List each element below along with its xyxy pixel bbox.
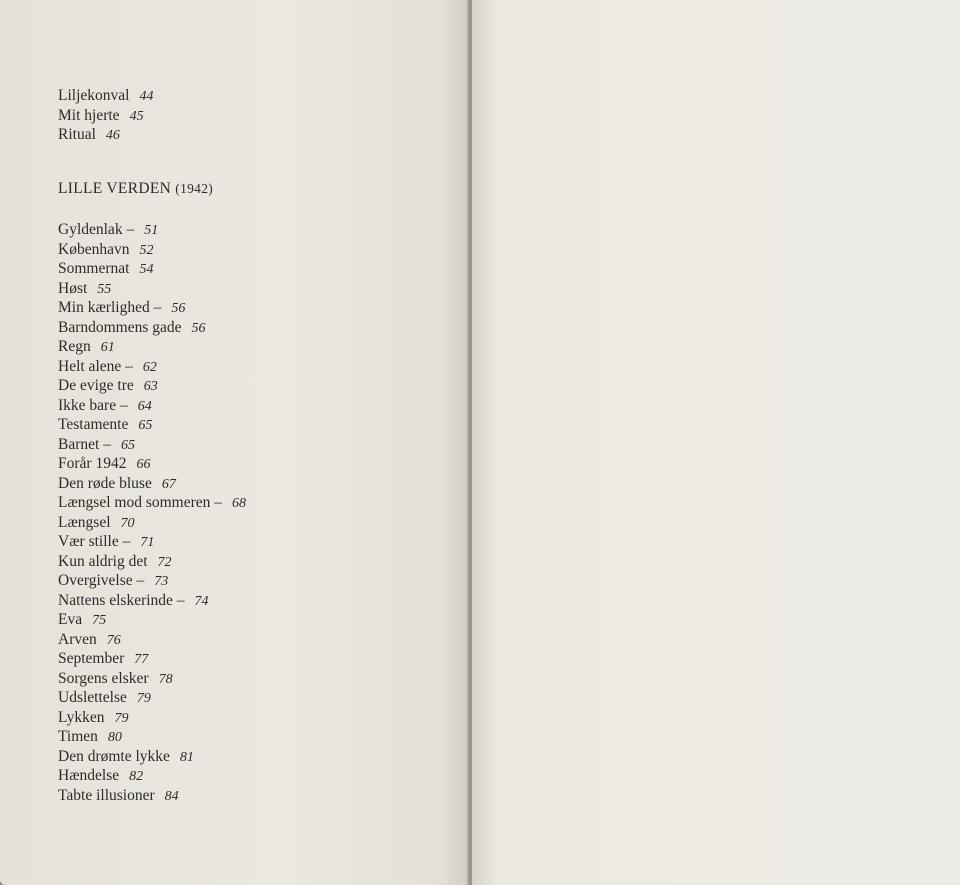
- toc-entry: [58, 630, 246, 650]
- entry-page-number: 73: [154, 574, 169, 589]
- entry-page-number: 75: [92, 613, 107, 628]
- entry-title: Den drømte lykke: [58, 747, 170, 765]
- toc-entry: [58, 747, 246, 767]
- entry-title: Gyldenlak –: [58, 221, 135, 238]
- entry-page-number: 78: [158, 671, 173, 687]
- toc-entry: [58, 649, 246, 669]
- entry-title: September: [58, 650, 125, 667]
- entry-title: Tabte illusioner: [58, 786, 155, 804]
- entry-title: Høst: [58, 279, 88, 297]
- toc-entry: [58, 220, 246, 240]
- toc-entry: [58, 708, 246, 728]
- entry-title: Barnet –: [58, 435, 111, 453]
- entry-page-number: 56: [171, 301, 186, 316]
- entry-title: Sorgens elsker: [58, 669, 149, 687]
- entry-page-number: 84: [164, 788, 179, 804]
- toc-entry: [58, 552, 246, 572]
- entry-page-number: 80: [107, 730, 122, 745]
- entry-page-number: 63: [143, 379, 158, 394]
- entry-title: Ikke bare –: [58, 396, 128, 414]
- toc-entry: [58, 86, 153, 106]
- entry-page-number: 72: [157, 554, 172, 570]
- toc-entry: [58, 513, 246, 533]
- entry-title: Barndommens gade: [58, 318, 182, 336]
- entry-page-number: 67: [161, 476, 176, 492]
- toc-entry: [58, 125, 153, 145]
- entry-title: Timen: [58, 728, 98, 745]
- entry-title: Overgivelse –: [58, 572, 145, 589]
- entry-page-number: 62: [142, 359, 157, 375]
- section-heading-lille-verden: [58, 180, 213, 198]
- toc-entry: [58, 610, 246, 630]
- toc-entry: [58, 688, 246, 708]
- toc-entry: [58, 259, 246, 279]
- entry-title: Min kærlighed –: [58, 299, 162, 316]
- toc-entry: [58, 435, 246, 455]
- entry-page-number: 65: [120, 437, 135, 453]
- entry-title: Hændelse: [58, 767, 120, 784]
- entry-title: Lykken: [58, 708, 105, 726]
- section-title: LILLE VERDEN: [58, 180, 172, 197]
- entry-page-number: 79: [136, 691, 151, 706]
- entry-title: De evige tre: [58, 377, 134, 394]
- entry-page-number: 82: [129, 769, 144, 784]
- toc-entry: [58, 298, 246, 318]
- entry-page-number: 54: [139, 262, 154, 277]
- entry-page-number: 52: [139, 242, 154, 258]
- entry-page-number: 44: [139, 89, 154, 104]
- toc-entry: [58, 279, 246, 299]
- toc-entry: [58, 727, 246, 747]
- entry-title: Arven: [58, 630, 97, 648]
- entry-page-number: 81: [179, 749, 194, 765]
- toc-entry: [58, 106, 153, 126]
- toc-entry: [58, 396, 246, 416]
- entry-title: Udslettelse: [58, 689, 127, 706]
- entry-title: Testamente: [58, 416, 129, 433]
- entry-page-number: 74: [194, 593, 209, 609]
- toc-entry: [58, 786, 246, 806]
- entry-title: Forår 1942: [58, 455, 127, 472]
- entry-title: København: [58, 240, 130, 258]
- entry-page-number: 70: [120, 515, 135, 531]
- entry-page-number: 46: [105, 128, 120, 143]
- entry-page-number: 68: [232, 496, 247, 511]
- toc-entry: [58, 532, 246, 552]
- entry-title: Længsel mod sommeren –: [58, 494, 223, 511]
- entry-title: Liljekonval: [58, 87, 130, 104]
- toc-entry: [58, 376, 246, 396]
- entry-title: Helt alene –: [58, 357, 133, 375]
- entry-page-number: 79: [114, 710, 129, 726]
- entry-page-number: 64: [137, 398, 152, 414]
- entry-page-number: 45: [129, 108, 144, 124]
- toc-entry: [58, 474, 246, 494]
- entry-title: Den røde bluse: [58, 474, 152, 492]
- left-page: [0, 0, 470, 885]
- toc-entry: [58, 318, 246, 338]
- left-top-entries: [58, 86, 153, 145]
- entry-title: Regn: [58, 338, 91, 355]
- section-year: (1942): [175, 181, 214, 196]
- entry-page-number: 77: [134, 652, 149, 667]
- toc-entry: [58, 571, 246, 591]
- entry-page-number: 56: [191, 320, 206, 336]
- entry-page-number: 66: [136, 457, 151, 472]
- entry-title: Sommernat: [58, 260, 130, 277]
- right-page: [472, 0, 960, 885]
- toc-entry: [58, 454, 246, 474]
- entry-title: Længsel: [58, 513, 111, 531]
- toc-entry: [58, 493, 246, 513]
- toc-entry: [58, 415, 246, 435]
- entry-page-number: 55: [97, 281, 112, 297]
- entry-page-number: 51: [144, 223, 159, 238]
- toc-entry: [58, 240, 246, 260]
- entry-page-number: 61: [100, 340, 115, 355]
- entry-page-number: 71: [140, 535, 155, 550]
- entry-page-number: 65: [138, 418, 153, 433]
- toc-entry: [58, 766, 246, 786]
- entry-title: Kun aldrig det: [58, 552, 148, 570]
- entry-title: Eva: [58, 611, 83, 628]
- toc-entry: [58, 337, 246, 357]
- entry-page-number: 76: [106, 632, 121, 648]
- toc-entry: [58, 591, 246, 611]
- toc-entry: [58, 357, 246, 377]
- left-entries: [58, 220, 246, 805]
- entry-title: Vær stille –: [58, 533, 131, 550]
- entry-title: Nattens elskerinde –: [58, 591, 185, 609]
- toc-entry: [58, 669, 246, 689]
- entry-title: Ritual: [58, 126, 96, 143]
- entry-title: Mit hjerte: [58, 106, 120, 124]
